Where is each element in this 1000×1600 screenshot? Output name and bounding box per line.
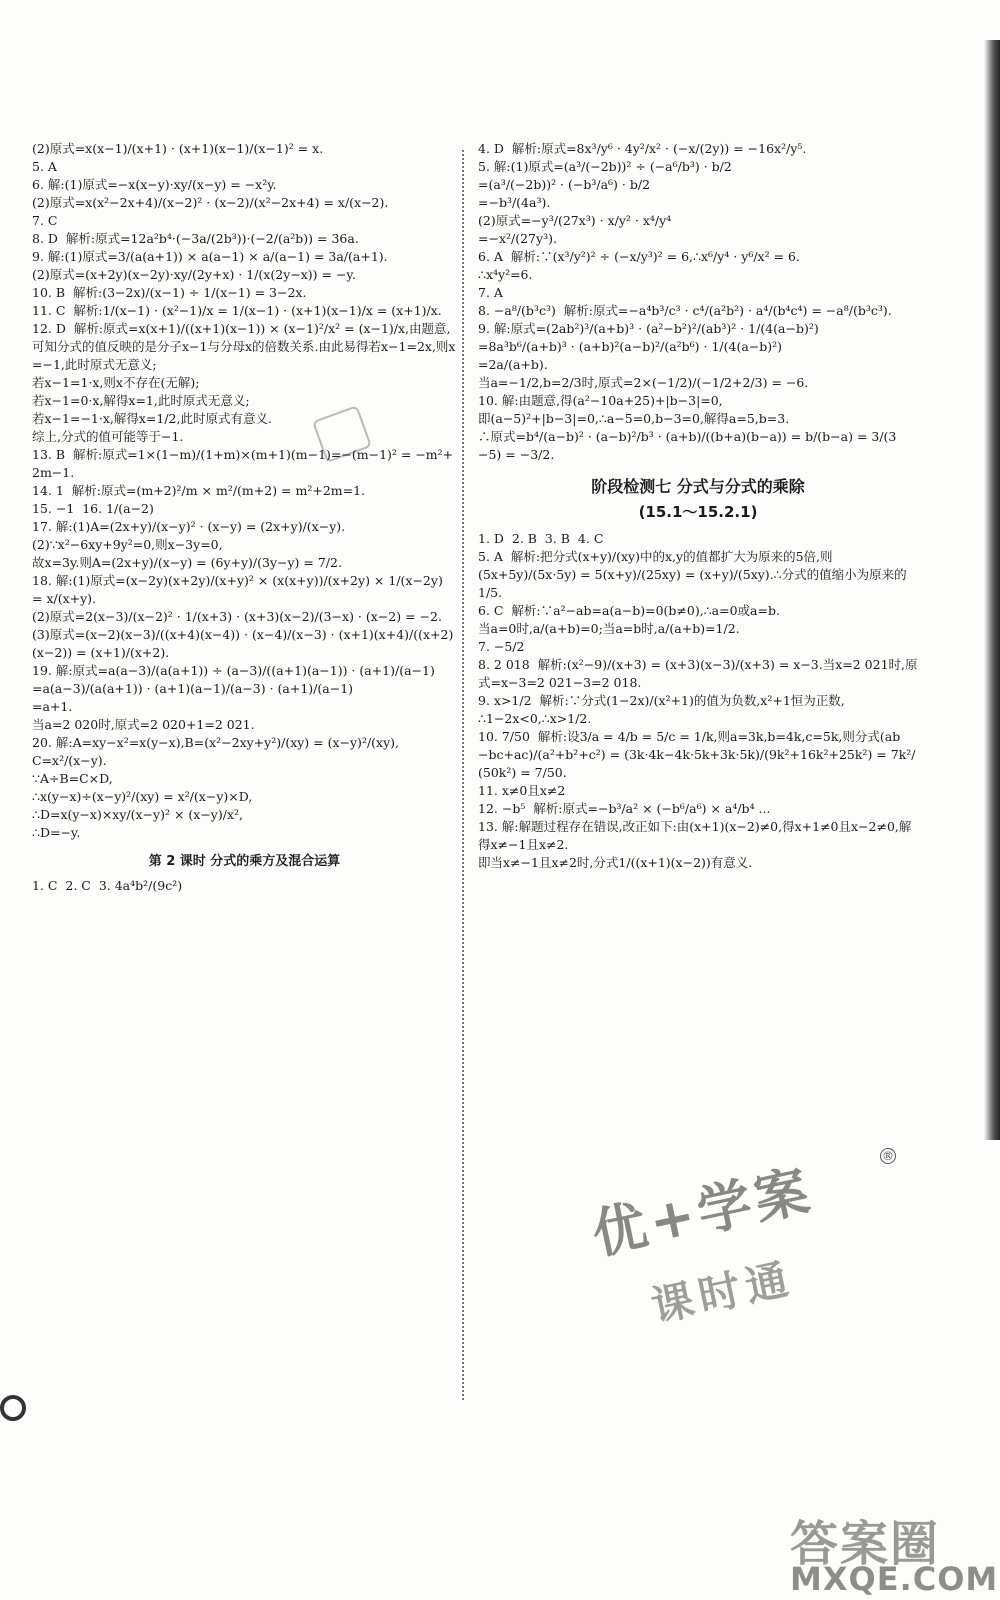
answer-line: 10. 7/50 解析:设3/a = 4/b = 5/c = 1/k,则a=3k,b=4k,c=5k,则分式(ab−bc+ac)/(a²+b²+c²) = (3k·4k−4k·5k+3k·5k)/(9k²+16k²+25k²) = 7k²/(50k²) = 7/50.	[478, 729, 916, 780]
answer-line: =a+1.	[32, 699, 73, 714]
answer-line: 7. C	[32, 213, 58, 228]
answer-line: 5. 解:(1)原式=(a³/(−2b))² ÷ (−a⁶/b³) · b/2	[478, 159, 732, 174]
answer-line: ∴D=−y.	[32, 825, 81, 840]
answer-line: 11. x≠0且x≠2	[478, 783, 566, 798]
answer-line: 12. D 解析:原式=x(x+1)/((x+1)(x−1)) × (x−1)²/x² = (x−1)/x,由题意,可知分式的值反映的是分子x−1与分母x的倍数关系.由此易得若x−1=2x,则x=−1,此时原式无意义;	[32, 321, 456, 372]
answer-line: =−x²/(27y³).	[478, 231, 557, 246]
answer-line: 即(a−5)²+|b−3|=0,∴a−5=0,b−3=0,解得a=5,b=3.	[478, 411, 790, 426]
answer-line: 13. B 解析:原式=1×(1−m)/(1+m)×(m+1)(m−1)=−(m−1)² = −m²+2m−1.	[32, 447, 454, 480]
answer-line: (2)原式=2(x−3)/(x−2)² · 1/(x+3) · (x+3)(x−2)/(3−x) · (x−2) = −2.	[32, 609, 442, 624]
answer-line: 当a=0时,a/(a+b)=0;当a=b时,a/(a+b)=1/2.	[478, 621, 740, 636]
right-column	[478, 140, 918, 872]
answer-line: 4. D 解析:原式=8x³/y⁶ · 4y²/x² · (−x/(2y)) = −16x²/y⁵.	[478, 141, 807, 156]
column-divider	[462, 150, 464, 1400]
answer-line: 6. C 解析:∵a²−ab=a(a−b)=0(b≠0),∴a=0或a=b.	[478, 603, 780, 618]
answer-line: 若x−1=−1·x,解得x=1/2,此时原式有意义.	[32, 411, 272, 426]
answer-line: 5. A 解析:把分式(x+y)/(xy)中的x,y的值都扩大为原来的5倍,则	[478, 549, 833, 564]
site-logo-watermark: 答案圈	[790, 1516, 941, 1572]
answer-line: ∵A÷B=C×D,	[32, 771, 113, 786]
answer-line: 17. 解:(1)A=(2x+y)/(x−y)² · (x−y) = (2x+y)/(x−y).	[32, 519, 346, 534]
brand-watermark-sub: 课时通	[646, 1253, 799, 1332]
right-answer-lines-after	[478, 530, 918, 872]
page-edge-shadow	[984, 40, 1000, 1140]
answer-line: 20. 解:A=xy−x²=x(y−x),B=(x²−2xy+y²)/(xy) = (x−y)²/(xy),	[32, 735, 399, 750]
answer-line: 当a=−1/2,b=2/3时,原式=2×(−1/2)/(−1/2+2/3) = −6.	[478, 375, 809, 390]
answer-line: =−b³/(4a³).	[478, 195, 551, 210]
answer-line: 6. 解:(1)原式=−x(x−y)·xy/(x−y) = −x²y.	[32, 177, 277, 192]
lesson-title: 第 2 课时 分式的乘方及混合运算	[148, 854, 341, 869]
answer-line: ∴D=x(y−x)×xy/(x−y)² × (x−y)/x²,	[32, 807, 243, 822]
answer-line: (2)原式=x(x²−2x+4)/(x−2)² · (x−2)/(x²−2x+4) = x/(x−2).	[32, 195, 389, 210]
registered-mark: ®	[882, 1149, 894, 1163]
answer-line: (2)原式=(x+2y)(x−2y)·xy/(2y+x) · 1/(x(2y−x)) = −y.	[32, 267, 356, 282]
answer-line: 1. C 2. C 3. 4a⁴b²/(9c²)	[32, 878, 183, 893]
answer-line: 13. 解:解题过程存在错误,改正如下:由(x+1)(x−2)≠0,得x+1≠0且x−2≠0,解得x≠−1且x≠2.	[478, 819, 912, 852]
answer-line: ∴原式=b⁴/(a−b)² · (a−b)²/b³ · (a+b)/((b+a)(b−a)) = b/(b−a) = 3/(3−5) = −3/2.	[478, 429, 897, 462]
answer-line: (5x+5y)/(5x·5y) = 5(x+y)/(25xy) = (x+y)/(5xy).∴分式的值缩小为原来的1/5.	[478, 567, 907, 600]
answer-line: 6. A 解析:∵(x³/y²)² ÷ (−x/y³)² = 6,∴x⁶/y⁴ · y⁶/x² = 6.	[478, 249, 800, 264]
answer-line: C=x²/(x−y).	[32, 753, 107, 768]
answer-line: 若x−1=1·x,则x不存在(无解);	[32, 375, 200, 390]
answer-line: 故x=3y.则A=(2x+y)/(x−y) = (6y+y)/(3y−y) = 7/2.	[32, 555, 342, 570]
answer-line: 8. 2 018 解析:(x²−9)/(x+3) = (x+3)(x−3)/(x+3) = x−3.当x=2 021时,原式=x−3=2 021−3=2 018.	[478, 657, 918, 690]
answer-line: ∴x(y−x)÷(x−y)²/(xy) = x²/(x−y)×D,	[32, 789, 253, 804]
answer-line: 9. 解:原式=(2ab²)³/(a+b)³ · (a²−b²)²/(ab³)² · 1/(4(a−b)²)	[478, 321, 819, 336]
left-answer-lines	[32, 140, 457, 842]
answer-line: 7. −5/2	[478, 639, 525, 654]
answer-line: 1. D 2. B 3. B 4. C	[478, 531, 604, 546]
answer-line: (2)原式=x(x−1)/(x+1) · (x+1)(x−1)/(x−1)² = x.	[32, 141, 324, 156]
answer-line: 9. x>1/2 解析:∵分式(1−2x)/(x²+1)的值为负数,x²+1恒为正数,	[478, 693, 845, 708]
site-url-watermark: MXQE.COM	[790, 1560, 999, 1598]
answer-line: 若x−1=0·x,解得x=1,此时原式无意义;	[32, 393, 250, 408]
answer-line: 18. 解:(1)原式=(x−2y)(x+2y)/(x+y)² × (x(x+y))/(x+2y) × 1/(x−2y) = x/(x+y).	[32, 573, 447, 606]
left-answer-lines-after	[32, 877, 457, 895]
answer-line: 8. −a⁸/(b³c³) 解析:原式=−a⁴b³/c³ · c⁴/(a²b²) · a⁴/(b⁴c⁴) = −a⁸/(b³c³).	[478, 303, 892, 318]
answer-line: 5. A	[32, 159, 57, 174]
answer-line: 14. 1 解析:原式=(m+2)²/m × m²/(m+2) = m²+2m=1.	[32, 483, 366, 498]
answer-line: (2)原式=−y³/(27x³) · x/y² · x⁴/y⁴	[478, 213, 672, 228]
brand-watermark: 优+学案	[586, 1158, 819, 1267]
answer-line: =8a³b⁶/(a+b)³ · (a+b)²(a−b)²/(a²b⁶) · 1/(4(a−b)²)	[478, 339, 783, 354]
answer-line: 12. −b⁵ 解析:原式=−b³/a² × (−b⁶/a⁶) × a⁴/b⁴ ...	[478, 801, 771, 816]
answer-line: 10. B 解析:(3−2x)/(x−1) ÷ 1/(x−1) = 3−2x.	[32, 285, 307, 300]
answer-line: ∴x⁴y²=6.	[478, 267, 533, 282]
answer-line: 11. C 解析:1/(x−1) · (x²−1)/x = 1/(x−1) · (x+1)(x−1)/x = (x+1)/x.	[32, 303, 442, 318]
answer-line: 19. 解:原式=a(a−3)/(a(a+1)) ÷ (a−3)/((a+1)(a−1)) · (a+1)/(a−1)	[32, 663, 435, 678]
answer-line: (3)原式=(x−2)(x−3)/((x+4)(x−4)) · (x−4)/(x−3) · (x+1)(x+4)/((x+2)(x−2)) = (x+1)/(x+2).	[32, 627, 454, 660]
answer-line: =(a³/(−2b))² · (−b³/a⁶) · b/2	[478, 177, 651, 192]
section-range: (15.1～15.2.1)	[638, 503, 758, 521]
answer-line: 综上,分式的值可能等于−1.	[32, 429, 184, 444]
left-column	[32, 140, 457, 895]
answer-line: 即当x≠−1且x≠2时,分式1/((x+1)(x−2))有意义.	[478, 855, 753, 870]
answer-line: 当a=2 020时,原式=2 020+1=2 021.	[32, 717, 255, 732]
answer-line: (2)∵x²−6xy+9y²=0,则x−3y=0,	[32, 537, 223, 552]
answer-line: 7. A	[478, 285, 503, 300]
section-title: 阶段检测七 分式与分式的乘除	[591, 477, 805, 496]
answer-line: 15. −1 16. 1/(a−2)	[32, 501, 154, 516]
answer-line: =a(a−3)/(a(a+1)) · (a+1)(a−1)/(a−3) · (a+1)/(a−1)	[32, 681, 354, 696]
answer-line: 10. 解:由题意,得(a²−10a+25)+|b−3|=0,	[478, 393, 723, 408]
answer-line: ∴1−2x<0,∴x>1/2.	[478, 711, 592, 726]
answer-line: =2a/(a+b).	[478, 357, 548, 372]
right-answer-lines	[478, 140, 918, 464]
answer-line: 9. 解:(1)原式=3/(a(a+1)) × a(a−1) × a/(a−1) = 3a/(a+1).	[32, 249, 388, 264]
corner-circle-icon	[0, 1395, 26, 1421]
answer-line: 8. D 解析:原式=12a²b⁴·(−3a/(2b³))·(−2/(a²b)) = 36a.	[32, 231, 359, 246]
